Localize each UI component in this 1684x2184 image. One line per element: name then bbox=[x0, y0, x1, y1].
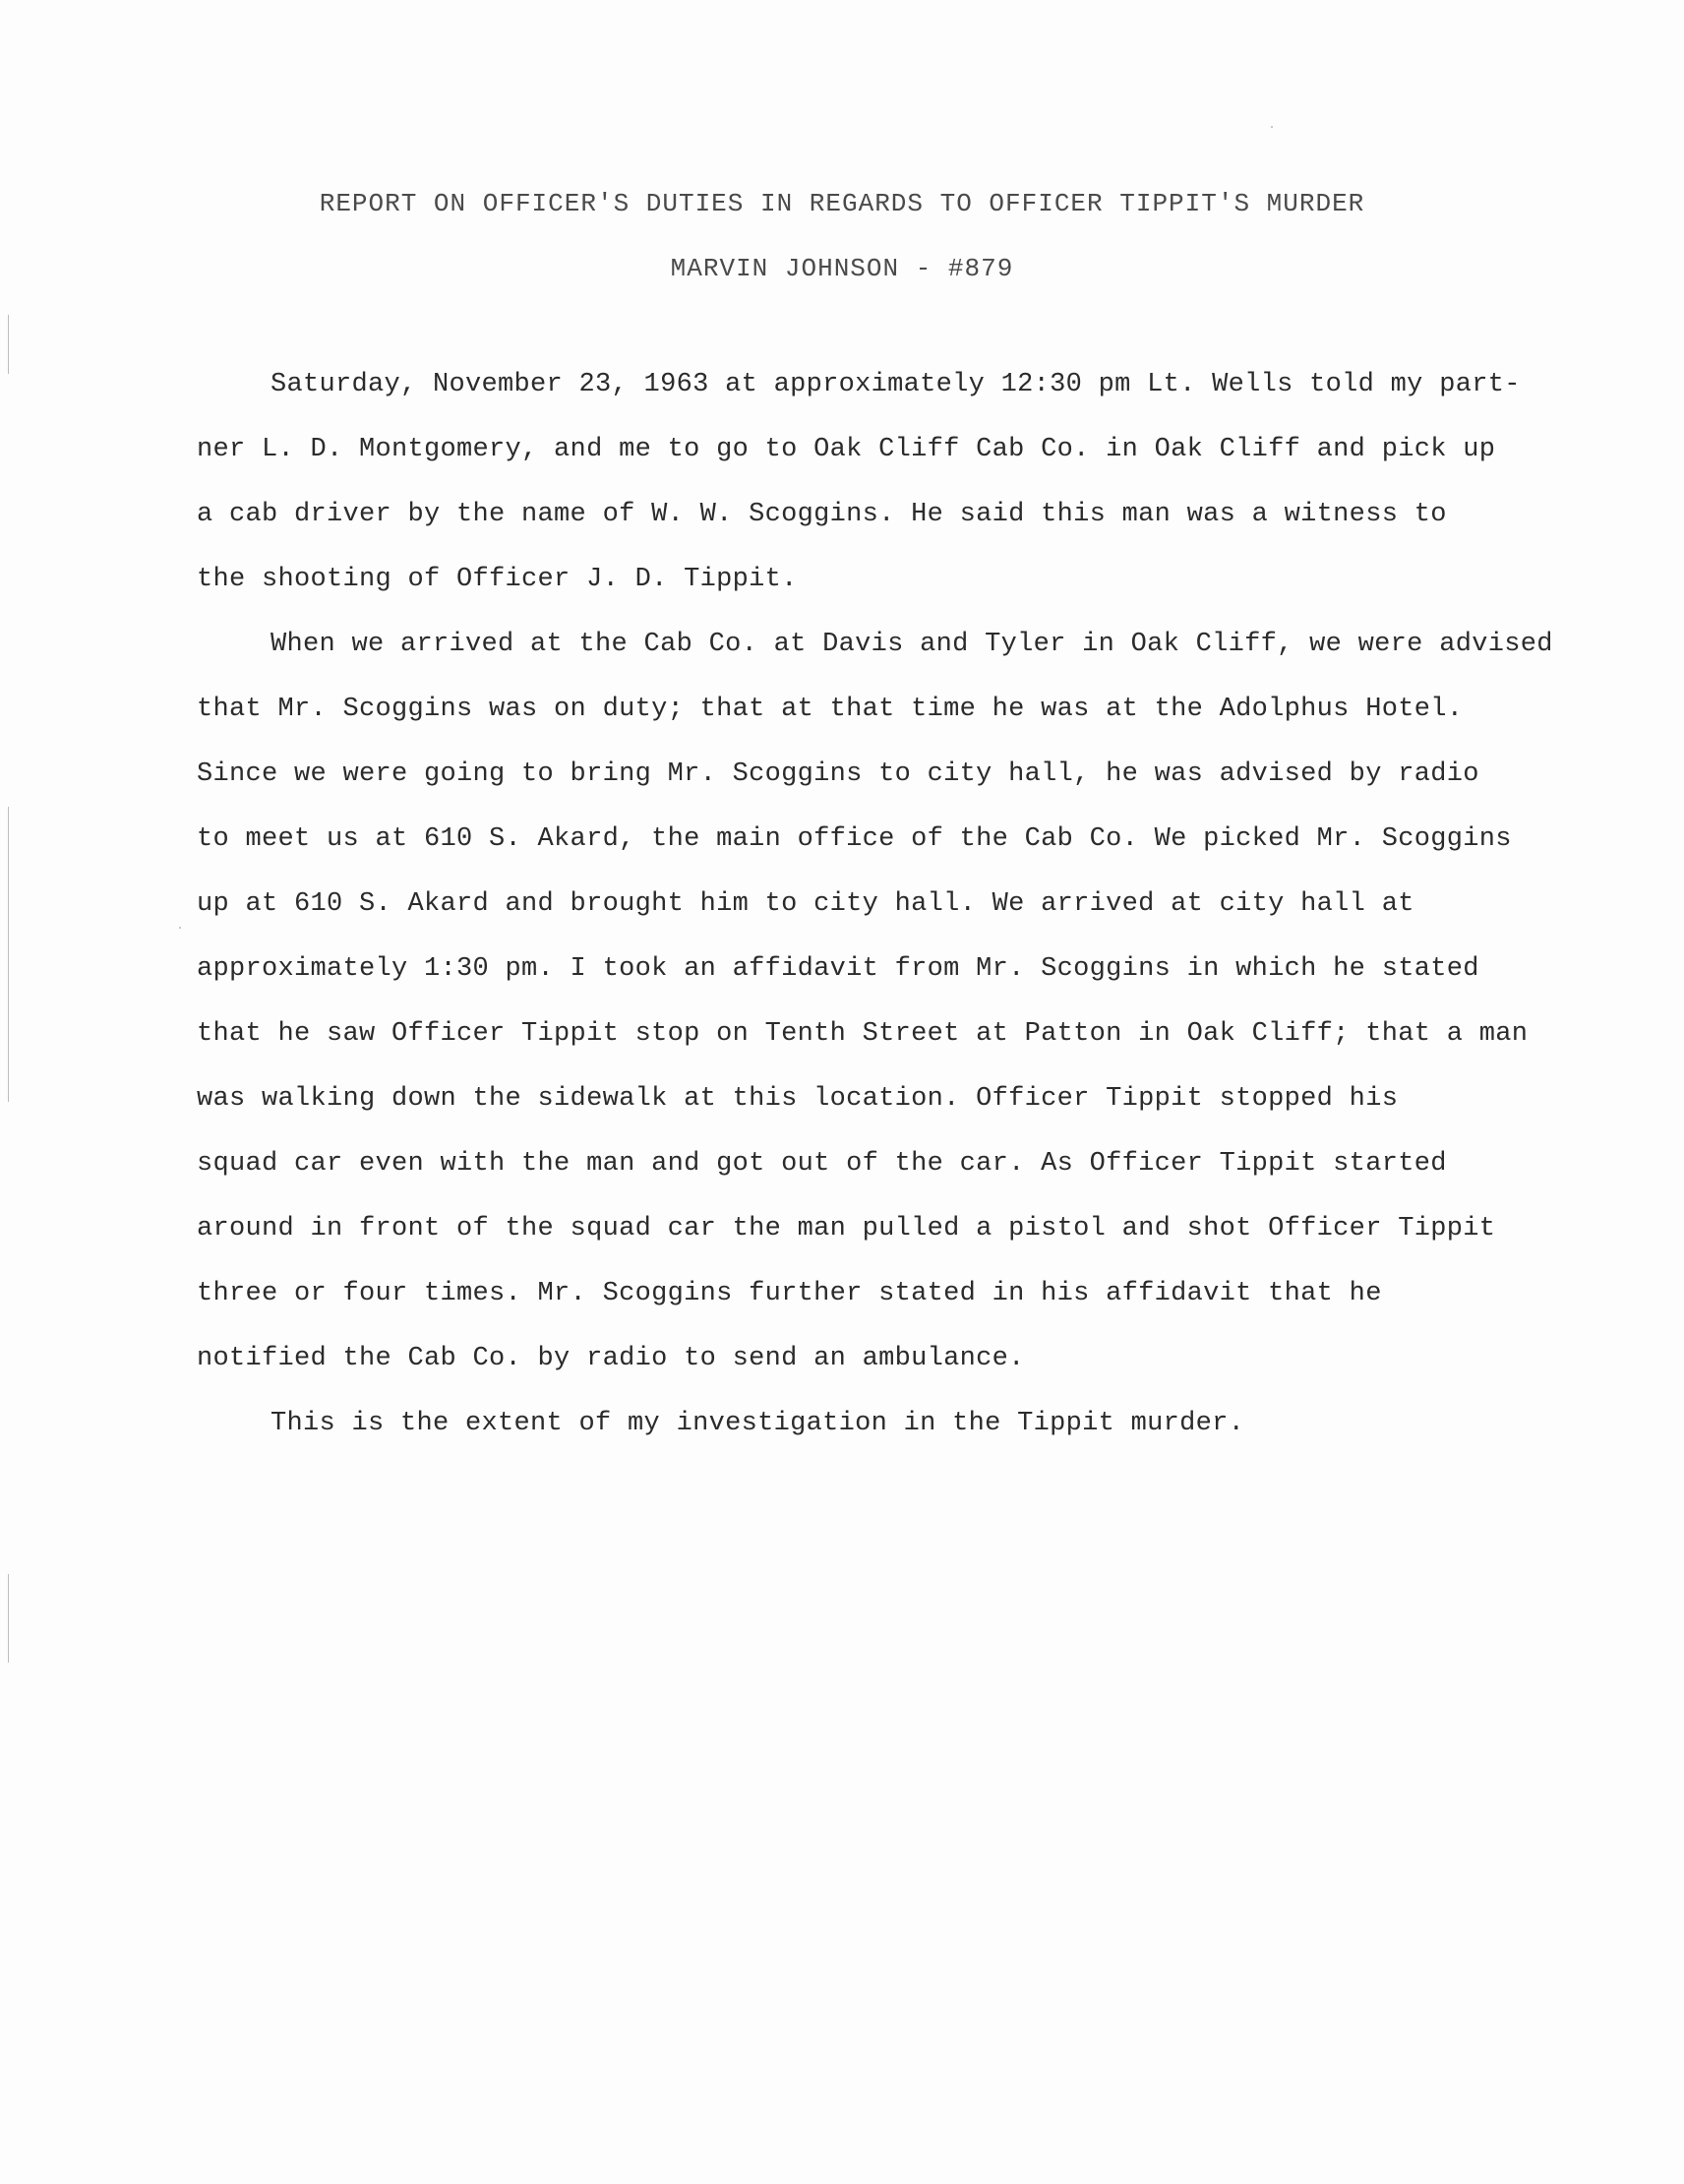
paper-speck bbox=[179, 927, 181, 929]
margin-mark bbox=[8, 807, 9, 1102]
report-line: to meet us at 610 S. Akard, the main office of the Cab Co. We picked Mr. Scoggins bbox=[197, 824, 1512, 854]
report-line: three or four times. Mr. Scoggins further stated in his affidavit that he bbox=[197, 1279, 1382, 1308]
report-line: ner L. D. Montgomery, and me to go to Oak Cliff Cab Co. in Oak Cliff and pick up bbox=[197, 435, 1496, 464]
report-body bbox=[197, 352, 1594, 1456]
report-line: that he saw Officer Tippit stop on Tenth Street at Patton in Oak Cliff; that a man bbox=[197, 1019, 1529, 1049]
report-line: When we arrived at the Cab Co. at Davis and Tyler in Oak Cliff, we were advised bbox=[271, 630, 1553, 659]
report-line: notified the Cab Co. by radio to send an ambulance. bbox=[197, 1344, 1025, 1373]
report-line: was walking down the sidewalk at this location. Officer Tippit stopped his bbox=[197, 1084, 1399, 1114]
report-line: around in front of the squad car the man pulled a pistol and shot Officer Tippit bbox=[197, 1214, 1496, 1244]
report-line: approximately 1:30 pm. I took an affidavit from Mr. Scoggins in which he stated bbox=[197, 954, 1479, 984]
paper-speck bbox=[1271, 126, 1273, 128]
margin-mark bbox=[8, 1574, 9, 1663]
report-line: that Mr. Scoggins was on duty; that at that time he was at the Adolphus Hotel. bbox=[197, 695, 1464, 724]
report-line: the shooting of Officer J. D. Tippit. bbox=[197, 565, 798, 594]
report-line: up at 610 S. Akard and brought him to city hall. We arrived at city hall at bbox=[197, 889, 1414, 919]
report-line: a cab driver by the name of W. W. Scoggins. He said this man was a witness to bbox=[197, 500, 1447, 529]
report-line: This is the extent of my investigation in the Tippit murder. bbox=[271, 1409, 1245, 1438]
margin-mark bbox=[8, 315, 9, 374]
report-title: REPORT ON OFFICER'S DUTIES IN REGARDS TO OFFICER TIPPIT'S MURDER bbox=[319, 189, 1365, 218]
report-line: squad car even with the man and got out of the car. As Officer Tippit started bbox=[197, 1149, 1447, 1179]
report-line: Since we were going to bring Mr. Scoggins to city hall, he was advised by radio bbox=[197, 759, 1479, 789]
report-author: MARVIN JOHNSON - #879 bbox=[670, 254, 1014, 283]
report-line: Saturday, November 23, 1963 at approximately 12:30 pm Lt. Wells told my part- bbox=[271, 370, 1521, 399]
